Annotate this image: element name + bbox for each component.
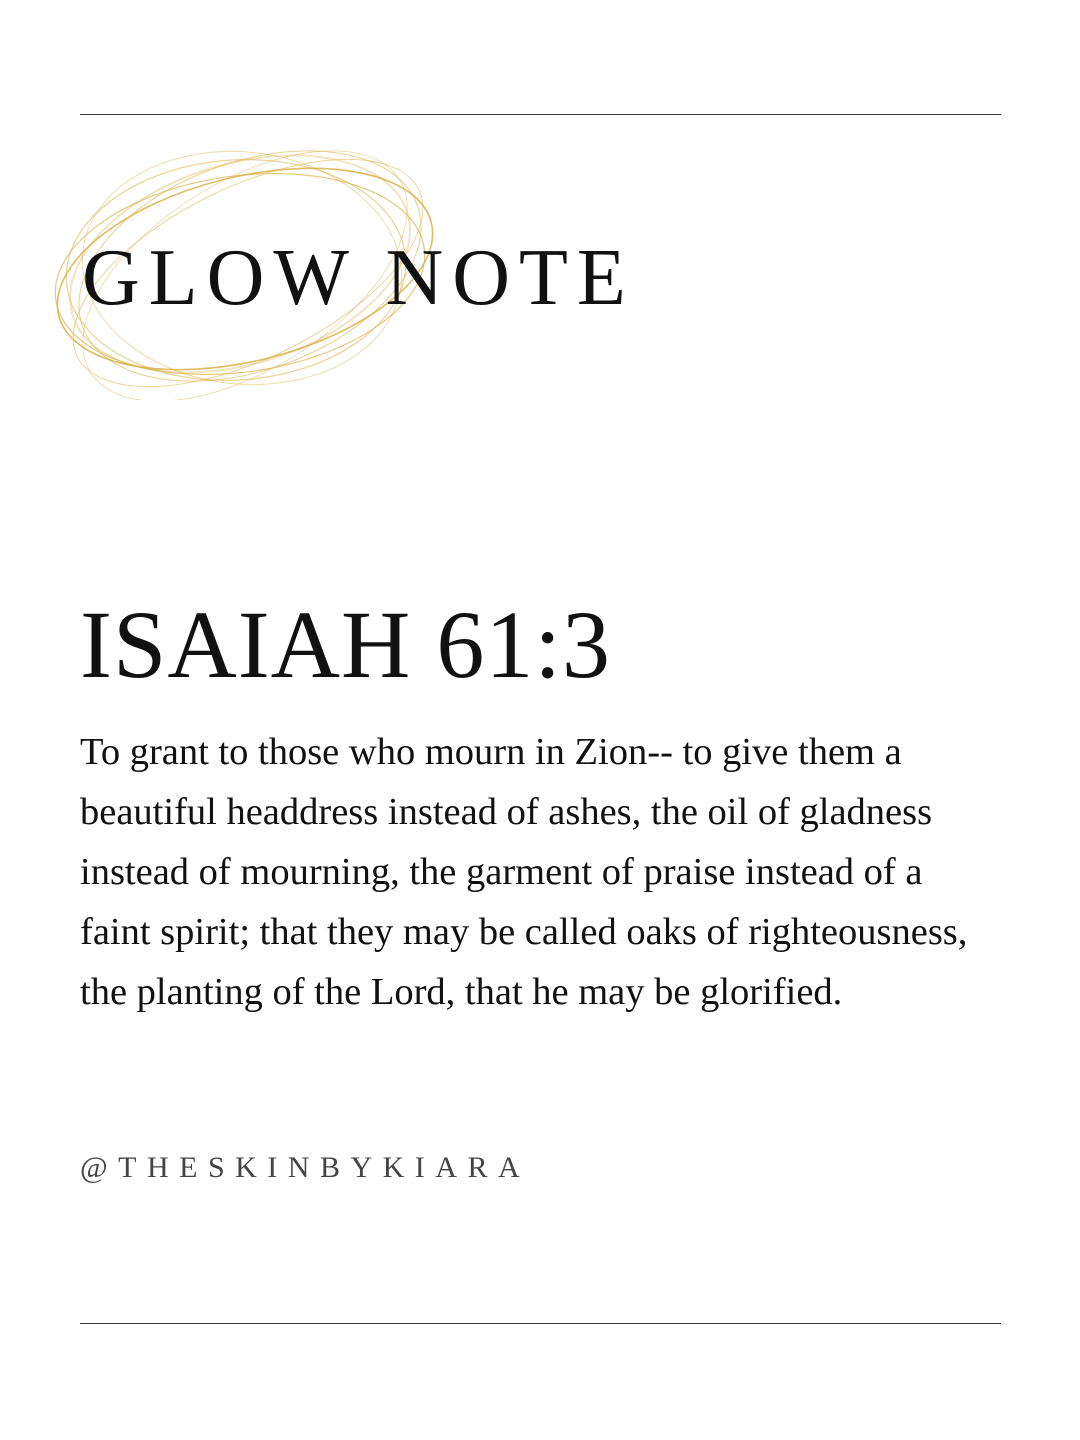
verse-text: To grant to those who mourn in Zion-- to give them a beautiful headdress instead of ashes, the oil of gladness instead of mourning, the garment of praise instead of a faint spirit; that they may be called oaks of righteousness, the planting of the Lord, that he may be glorified.	[80, 731, 968, 1013]
social-handle: @THESKINBYKIARA	[80, 1151, 531, 1184]
verse-reference: ISAIAH 61:3	[80, 591, 611, 698]
top-divider	[80, 114, 1001, 115]
page-title: GLOW NOTE	[82, 234, 635, 322]
bottom-divider	[80, 1323, 1001, 1324]
